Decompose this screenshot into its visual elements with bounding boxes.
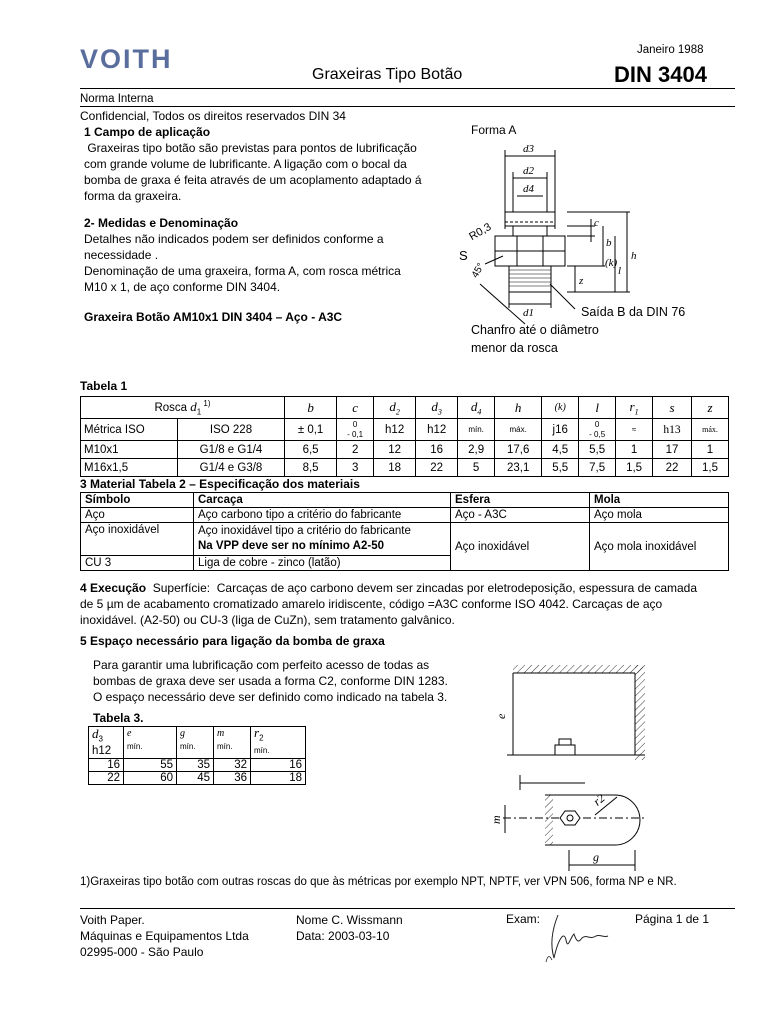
- section-1-line: forma da graxeira.: [84, 189, 182, 203]
- footer-name: Nome C. Wissmann: [296, 913, 403, 927]
- tol-c: 0 - 0,1: [337, 419, 374, 441]
- page-title: Graxeiras Tipo Botão: [312, 66, 463, 83]
- space-requirement-drawing: [485, 655, 660, 880]
- cell: G1/8 e G1/4: [178, 441, 285, 459]
- section-4-line: inoxidável. (A2-50) ou CU-3 (liga de CuZn), sem tratamento galvânico.: [80, 613, 455, 627]
- tol-z: máx.: [691, 419, 728, 441]
- section-2: [84, 215, 464, 295]
- cell: Aço mola: [590, 508, 729, 523]
- section-5-heading: 5 Espaço necessário para ligação da bomba de graxa: [80, 634, 385, 648]
- col-head-h: h: [495, 397, 542, 419]
- cell: 2: [337, 441, 374, 459]
- section-2-line: Denominação de uma graxeira, forma A, com rosca métrica: [84, 264, 401, 278]
- cell: 17,6: [495, 441, 542, 459]
- label-chanfro-2: menor da rosca: [471, 341, 558, 355]
- cell: 5,5: [542, 459, 579, 477]
- label-l: l: [618, 265, 622, 277]
- tol-k: j16: [542, 419, 579, 441]
- confidencial: Confidencial, Todos os direitos reservados DIN 34: [80, 109, 346, 123]
- cell: 6,5: [285, 441, 337, 459]
- cell: 12: [374, 441, 416, 459]
- table-2: [80, 492, 729, 571]
- label-r03: R0,3: [467, 221, 494, 244]
- section-3-heading: 3 Material Tabela 2 – Especificação dos materiais: [80, 477, 360, 491]
- label-k: (k): [605, 257, 618, 269]
- cell: 35: [177, 759, 214, 772]
- tol-d3: h12: [416, 419, 458, 441]
- col-head-d3: $d_3$: [416, 397, 458, 419]
- col-head-r1: $r_1$: [616, 397, 653, 419]
- rosca-label: Rosca: [154, 401, 188, 414]
- col-head-e: e mín.: [124, 727, 177, 759]
- cell: CU 3: [81, 556, 194, 571]
- cell: 7,5: [579, 459, 616, 477]
- tol-h: máx.: [495, 419, 542, 441]
- cell: 22: [416, 459, 458, 477]
- cell: 55: [124, 759, 177, 772]
- section-1-line: bomba de graxa é feita através de um acoplamento adaptado á: [84, 173, 422, 187]
- table-row: [81, 419, 729, 441]
- cell: 36: [214, 772, 251, 785]
- cell: 16: [251, 759, 306, 772]
- section-5-line: Para garantir uma lubrificação com perfeito acesso de todas as: [93, 658, 430, 672]
- cell: 17: [653, 441, 692, 459]
- section-4-line: de 5 µm de acabamento cromatizado amarelo iridiscente, código =A3C conforme ISO 4042. Carcaças de aço: [80, 597, 663, 611]
- header-date: Janeiro 1988: [637, 44, 704, 56]
- footnote: 1)Graxeiras tipo botão com outras roscas do que às métricas por exemplo NPT, NPTF, ver VPN 506, forma NP e NR.: [80, 876, 677, 888]
- label-r2: r2: [590, 790, 608, 809]
- col-head-g: g mín.: [177, 727, 214, 759]
- cell: 5: [458, 459, 495, 477]
- table-3: [88, 726, 306, 785]
- cell: 3: [337, 459, 374, 477]
- footer-company-line: Voith Paper.: [80, 913, 145, 927]
- section-1-line: com grande volume de lubrificante. A ligação com o bocal da: [84, 157, 407, 171]
- cell: Aço inoxidável: [81, 523, 194, 556]
- section-4-line: 4 Execução Superfície: Carcaças de aço carbono devem ser zincadas por eletrodeposição, espessura de camada: [80, 581, 698, 595]
- section-4-heading: 4 Execução: [80, 581, 147, 595]
- section-4: [80, 580, 740, 628]
- section-5-line: O espaço necessário deve ser definido como indicado na tabela 3.: [93, 690, 448, 704]
- cell: 5,5: [579, 441, 616, 459]
- table-row: [81, 459, 729, 477]
- cell: [194, 523, 451, 556]
- section-5-text: [93, 657, 463, 705]
- col-head-b: b: [285, 397, 337, 419]
- section-5-line: bombas de graxa deve ser usada a forma C2, conforme DIN 1283.: [93, 674, 448, 688]
- cell: 4,5: [542, 441, 579, 459]
- vpp-note: Na VPP deve ser no mínimo A2-50: [198, 540, 384, 552]
- col-head-esfera: Esfera: [451, 493, 590, 508]
- label-e: e: [494, 713, 508, 719]
- label-g: g: [593, 850, 599, 864]
- table-row: [81, 441, 729, 459]
- cell: 1: [691, 441, 728, 459]
- header-divider-2: [80, 106, 735, 107]
- header-divider: [80, 88, 735, 89]
- label-saida: Saída B da DIN 76: [581, 305, 686, 319]
- cell: 16: [89, 759, 124, 772]
- cell: G1/4 e G3/8: [178, 459, 285, 477]
- cell: Aço mola inoxidável: [590, 523, 729, 571]
- footer-divider: [80, 908, 735, 909]
- tol-s: h13: [653, 419, 692, 441]
- footer-date: Data: 2003-03-10: [296, 929, 390, 943]
- cell: Liga de cobre - zinco (latão): [194, 556, 451, 571]
- tol-l: 0 - 0,5: [579, 419, 616, 441]
- table-row: [89, 759, 306, 772]
- section-1: [84, 124, 464, 204]
- table-1: [80, 396, 729, 477]
- cell: Aço inoxidável: [451, 523, 590, 571]
- cell: 23,1: [495, 459, 542, 477]
- table-row: [89, 772, 306, 785]
- col-head-carcaca: Carcaça: [194, 493, 451, 508]
- tol-r1: ≈: [616, 419, 653, 441]
- footer-company: [80, 912, 249, 960]
- col-head-m: m mín.: [214, 727, 251, 759]
- section-2-line: necessidade .: [84, 248, 159, 262]
- table-row: [81, 397, 729, 419]
- cell: 18: [251, 772, 306, 785]
- label-chanfro-1: Chanfro até o diâmetro: [471, 323, 599, 337]
- label-h: h: [631, 250, 637, 262]
- cell: Aço carbono tipo a critério do fabricante: [194, 508, 451, 523]
- cell: Aço - A3C: [451, 508, 590, 523]
- table-row: [81, 493, 729, 508]
- section-1-heading: 1 Campo de aplicação: [84, 125, 211, 139]
- designation-example: Graxeira Botão AM10x1 DIN 3404 – Aço - A3C: [84, 310, 343, 324]
- label-d1: d1: [523, 307, 534, 319]
- col-head-c: c: [337, 397, 374, 419]
- metrica-iso-label: Métrica ISO: [81, 419, 178, 441]
- cell: 2,9: [458, 441, 495, 459]
- rosca-note: 1): [201, 399, 211, 409]
- footer-company-line: Máquinas e Equipamentos Ltda: [80, 929, 249, 943]
- table-row: [81, 508, 729, 523]
- cell: 60: [124, 772, 177, 785]
- label-d4: d4: [523, 183, 534, 195]
- col-head-k: (k): [542, 397, 579, 419]
- rosca-symbol: d: [190, 398, 197, 414]
- table-row: [89, 727, 306, 759]
- table-row: [81, 523, 729, 556]
- col-head-d3: $d_3$ h12: [89, 727, 124, 759]
- label-45: 45°: [469, 261, 487, 280]
- footer-exam: Exam:: [506, 912, 541, 926]
- col-head-l: l: [579, 397, 616, 419]
- footer-author: [296, 912, 403, 944]
- label-m: m: [489, 815, 503, 824]
- cell: M10x1: [81, 441, 178, 459]
- signature: [540, 910, 610, 965]
- forma-a-drawing: [455, 134, 715, 364]
- section-2-heading: 2- Medidas e Denominação: [84, 216, 239, 230]
- figure-forma-a-caption: Forma A: [471, 123, 517, 137]
- rosca-header: [81, 397, 285, 419]
- table-3-caption: Tabela 3.: [93, 711, 144, 725]
- cell: 18: [374, 459, 416, 477]
- label-b: b: [606, 237, 612, 249]
- tol-d2: h12: [374, 419, 416, 441]
- voith-logo: VOITH: [80, 44, 173, 74]
- rosca-sub: 1: [196, 407, 202, 417]
- cell: 22: [653, 459, 692, 477]
- cell: 1,5: [616, 459, 653, 477]
- section-2-line: M10 x 1, de aço conforme DIN 3404.: [84, 280, 281, 294]
- cell-line: Aço inoxidável tipo a critério do fabricante: [198, 525, 411, 537]
- col-head-z: z: [691, 397, 728, 419]
- cell: 16: [416, 441, 458, 459]
- cell: 22: [89, 772, 124, 785]
- col-head-d4: $d_4$: [458, 397, 495, 419]
- tol-b: ± 0,1: [285, 419, 337, 441]
- cell: 1: [616, 441, 653, 459]
- iso-228-label: ISO 228: [178, 419, 285, 441]
- norma-interna: Norma Interna: [80, 93, 154, 105]
- col-head-d2: $d_2$: [374, 397, 416, 419]
- cell: 1,5: [691, 459, 728, 477]
- col-head-mola: Mola: [590, 493, 729, 508]
- cell: 32: [214, 759, 251, 772]
- cell: M16x1,5: [81, 459, 178, 477]
- cell: Aço: [81, 508, 194, 523]
- label-s: S: [459, 248, 468, 263]
- cell: 45: [177, 772, 214, 785]
- footer-company-line: 02995-000 - São Paulo: [80, 945, 204, 959]
- label-d2: d2: [523, 165, 534, 177]
- col-head-simbolo: Símbolo: [81, 493, 194, 508]
- label-c: c: [594, 217, 599, 229]
- label-d3: d3: [523, 143, 534, 155]
- label-z: z: [579, 275, 584, 287]
- section-2-line: Detalhes não indicados podem ser definidos conforme a: [84, 232, 384, 246]
- section-1-line: Graxeiras tipo botão são previstas para pontos de lubrificação: [84, 141, 417, 155]
- col-head-s: s: [653, 397, 692, 419]
- standard-number: DIN 3404: [614, 62, 707, 87]
- footer-page: Página 1 de 1: [635, 912, 710, 926]
- table-1-caption: Tabela 1: [80, 379, 128, 393]
- tol-d4: mín.: [458, 419, 495, 441]
- col-head-r2: $r_2$ mín.: [251, 727, 306, 759]
- cell: 8,5: [285, 459, 337, 477]
